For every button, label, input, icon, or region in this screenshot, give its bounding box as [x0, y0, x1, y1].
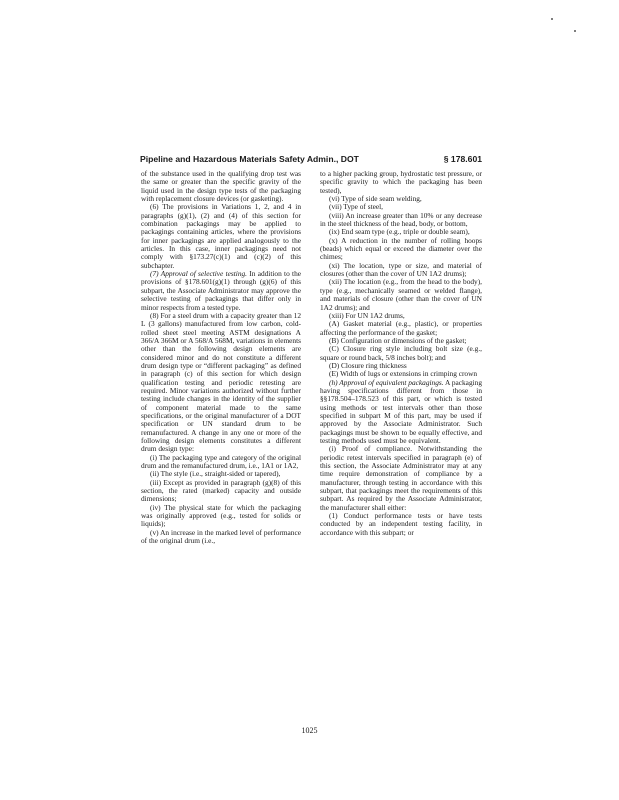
- paragraph-text: (B) Configuration or dimensions of the gasket;: [329, 335, 467, 345]
- paragraph: [141, 270, 301, 312]
- paragraph-heading: (7) Approval of selective testing.: [150, 269, 248, 279]
- header-section-number: § 178.601: [443, 154, 482, 164]
- paragraph-heading: (h) Approval of equivalent packagings.: [329, 377, 444, 387]
- paragraph: [320, 278, 482, 311]
- paragraph-text: (iv) The physical state for which the packaging was originally approved (e.g., tested for solids or liquids);: [141, 502, 301, 529]
- paragraph-text: (i) The packaging type and category of the original drum and the remanufactured drum, i.e., 1A1 or 1A2,: [141, 452, 301, 471]
- paragraph-text: (xii) The location (e.g., from the head to the body), type (e.g., mechanically seamed or welded flange), and materials of closure (other than the cover of UN 1A2 drums); and: [320, 277, 482, 312]
- paragraph-text: (xi) The location, type or size, and material of closures (other than the cover of UN 1A2 drums);: [320, 260, 482, 279]
- paragraph: [320, 237, 482, 262]
- paragraph-text: (1) Conduct performance tests or have tests conducted by an independent testing facility, in accordance with this subpart; or: [320, 511, 482, 537]
- paragraph-text: (vii) Type of steel,: [329, 202, 384, 212]
- paragraph-text: (6) The provisions in Variations 1, 2, and 4 in paragraphs (g)(1), (2) and (4) of this section for combination packagings may be applied to packagings containing articles, where the provisions for inner packagings are applied analogously to the articles. In this case, inner packagings need not comply with §173.27(c)(1) and (c)(2) of this subchapter.: [141, 202, 301, 270]
- paragraph: [141, 312, 301, 454]
- paragraph: [320, 345, 482, 362]
- page-number: 1025: [301, 726, 318, 735]
- paragraph-text: (8) For a steel drum with a capacity greater than 12 L (3 gallons) manufactured from low carbon, cold-rolled sheet steel meeting ASTM designations A 366/A 366M or A 568/A 568M, variations in elements other than the following design elements are considered minor and do not constitute a different drum design type or “different packaging” as defined in paragraph (c) of this section for which design qualification testing and periodic retesting are required. Minor variations authorized without further testing include changes in the identity of the supplier of component material made to the same specifications, or the original manufacturer of a DOT specification or UN standard drum to be remanufactured. A change in any one or more of the following design elements constitutes a different drum design type:: [141, 310, 301, 454]
- paragraph-text: (v) An increase in the marked level of performance of the original drum (i.e.,: [141, 527, 301, 546]
- paragraph-text: (C) Closure ring style including bolt size (e.g., square or round back, 5/8 inches bolt); and: [320, 344, 482, 362]
- paragraph: [141, 529, 301, 546]
- paragraph-text: (A) Gasket material (e.g., plastic), or properties affecting the performance of the gasket;: [320, 319, 482, 337]
- header-title: Pipeline and Hazardous Materials Safety Admin., DOT: [140, 154, 359, 164]
- running-header: [140, 154, 482, 168]
- paragraph-text: to a higher packing group, hydrostatic test pressure, or specific gravity to which the packaging has been tested),: [320, 169, 482, 195]
- paragraph-text: (xiii) For UN 1A2 drums,: [329, 310, 405, 320]
- scan-speck: [551, 18, 553, 20]
- paragraph: [141, 170, 301, 203]
- paragraph-text: A packaging having specifications different from those in §§178.504–178.523 of this part, or which is tested using methods or test intervals other than those specified in subpart M of this part, may be used if approved by the Associate Administrator. Such packagings must be shown to be equally effective, and testing methods used must be equivalent.: [320, 377, 482, 445]
- paragraph: [141, 479, 301, 504]
- paragraph-text: (iii) Except as provided in paragraph (g)(8) of this section, the rated (marked) capacity and outside dimensions;: [141, 477, 301, 504]
- paragraph-text: (E) Width of lugs or extensions in crimping crown: [329, 369, 478, 379]
- paragraph: [320, 170, 482, 195]
- paragraph-text: (vi) Type of side seam welding,: [329, 194, 422, 204]
- paragraph: [320, 379, 482, 446]
- paragraph-text: (i) Proof of compliance. Notwithstanding the periodic retest intervals specified in paragraph (e) of this section, the Associate Administrator may at any time require demonstration of compliance by a manufacturer, through testing in accordance with this subpart, that packagings meet the requirements of this subpart. As required by the Associate Administrator, the manufacturer shall either:: [320, 444, 482, 512]
- paragraph-text: (ix) End seam type (e.g., triple or double seam),: [329, 227, 470, 237]
- paragraph: [320, 445, 482, 512]
- paragraph: [320, 320, 482, 337]
- paragraph: [320, 512, 482, 537]
- paragraph-text: (x) A reduction in the number of rolling hoops (beads) which equal or exceed the diameter over the chimes;: [320, 235, 482, 262]
- paragraph: [141, 203, 301, 270]
- scan-speck: [574, 30, 576, 32]
- paragraph-text: (D) Closure ring thickness: [329, 360, 407, 370]
- right-text-column: [320, 170, 482, 537]
- paragraph-text: of the substance used in the qualifying drop test was the same or greater than the specific gravity of the liquid used in the design type tests of the packaging with replacement closure devices (or gasketing).: [141, 169, 301, 204]
- paragraph-text: (viii) An increase greater than 10% or any decrease in the steel thickness of the head, body, or bottom,: [320, 210, 482, 229]
- paragraph-text: (ii) The style (i.e., straight-sided or tapered),: [150, 469, 281, 479]
- paragraph: [320, 262, 482, 279]
- paragraph: [320, 212, 482, 229]
- paragraph: [141, 504, 301, 529]
- left-text-column: [141, 170, 301, 545]
- paragraph-text: In addition to the provisions of §178.601(g)(1) through (g)(6) of this subpart, the Associate Administrator may approve the selective testing of packagings that differ only in minor respects from a tested type.: [141, 269, 301, 312]
- paragraph: [141, 454, 301, 471]
